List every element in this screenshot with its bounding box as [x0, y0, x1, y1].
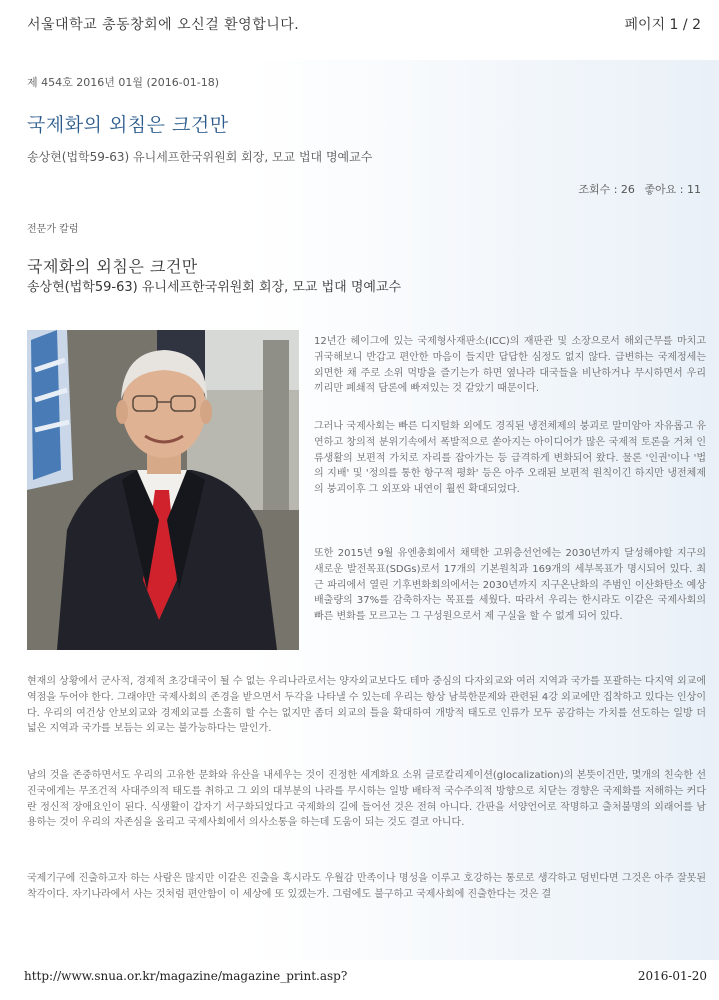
author-photo — [27, 330, 299, 650]
paragraph: 12년간 헤이그에 있는 국제형사재판소(ICC)의 재판관 및 소장으로서 해외근무를 마치고 귀국해보니 반갑고 편안한 마음이 들지만 답답한 심정도 없지 않다. 급변하는 국제정세는 외면한 채 주로 소위 먹방을 즐기는가 하면 옆나라 대국들을 비난하거나 무시하면서 우리끼리만 폐쇄적 담론에 빠져있는 것 같았기 때문이다. — [314, 336, 706, 395]
paragraph: 또한 2015년 9월 유엔총회에서 채택한 고위층선언에는 2030년까지 달성해야할 지구의 새로운 발전목표(SDGs)로서 17개의 기본원칙과 169개의 세부목표가 명시되어 있다. 최근 파리에서 열린 기후변화회의에서는 2030년까지 지구온난화의 주범인 이산화탄소 예상 배출량의 37%를 감축하자는 목표를 세웠다. 따라서 우리는 한시라도 이같은 국제사회의 빠른 변화를 모르고는 그 구성원으로서 제 구실을 할 수 없게 되어 있다. — [314, 548, 706, 623]
paragraph: 그러나 국제사회는 빠른 디지털화 외에도 경직된 냉전체제의 붕괴로 말미암아 자유롭고 유연하고 창의적 분위기속에서 폭발적으로 쏟아지는 아이디어가 많은 국제적 토론을 거쳐 인류생활의 보편적 가치로 자리를 잡아가는 등 급격하게 변화되어 왔다. 물론 '인권'이나 '법의 지배' 및 '정의를 통한 항구적 평화' 등은 아주 오래된 보편적 원칙이긴 하지만 냉전체제의 붕괴이후 그 외포와 내연이 훨씬 확대되었다. — [314, 421, 706, 496]
print-url: http://www.snua.or.kr/magazine/magazine_print.asp? — [24, 969, 348, 983]
like-count: 좋아요 : 11 — [644, 183, 701, 196]
page-indicator: 페이지 1 / 2 — [624, 17, 701, 33]
view-count: 조회수 : 26 — [578, 183, 635, 196]
body-author: 송상현(법학59-63) 유니세프한국위원회 회장, 모교 법대 명예교수 — [27, 280, 402, 295]
paragraph: 국제기구에 진출하고자 하는 사람은 많지만 이같은 진출을 혹시라도 우월감 만족이나 명성을 이루고 호강하는 통로로 생각하고 덤빈다면 그것은 아주 잘못된 착각이다. 자기나라에서 사는 것처럼 편안함이 이 세상에 또 있겠는가. 그럼에도 불구하고 국제사회에 진출한다는 것은 결 — [27, 873, 706, 900]
article-author: 송상현(법학59-63) 유니세프한국위원회 회장, 모교 법대 명예교수 — [27, 150, 373, 164]
body-title: 국제화의 외침은 크건만 — [27, 257, 198, 276]
article-title: 국제화의 외침은 크건만 — [27, 114, 229, 136]
category-label: 전문가 칼럼 — [27, 224, 79, 235]
paragraph: 남의 것을 존중하면서도 우리의 고유한 문화와 유산을 내세우는 것이 진정한 세계화요 소위 글로칼리제이션(glocalization)의 본뜻이건만, 몇개의 친숙한 선진국에게는 무조건적 사대주의적 태도를 취하고 그 외의 대부분의 나라를 무시하는 일방 배타적 국수주의적 방향으로 치닫는 경향은 국제화를 저해하는 커다란 정신적 장애요인이 된다. 식생활이 갑자기 서구화되었다고 국제화의 길에 들어선 것은 전혀 아니다. 간판을 서양언어로 작명하고 출처불명의 외래어를 남용하는 것이 우리의 자존심을 올리고 국제사회에서 의사소통을 하는데 도움이 되는 것도 결코 아니다. — [27, 770, 706, 829]
paragraph: 현재의 상황에서 군사적, 경제적 초강대국이 될 수 없는 우리나라로서는 양자외교보다도 테마 중심의 다자외교와 여러 지역과 국가를 포괄하는 다지역 외교에 역점을 두어야 한다. 그래야만 국제사회의 존경을 받으면서 두각을 나타낼 수 있는데 우리는 항상 남북한문제와 관련된 4강 외교에만 집착하고 있다는 인상이다. 우리의 여건상 안보외교와 경제외교를 소홀히 할 수는 없지만 좀더 외교의 틀을 확대하여 개방적 태도로 인류가 모두 공감하는 가치를 선도하는 일방 더 넓은 지역과 국가를 보듬는 외교는 불가능하다는 말인가. — [27, 676, 706, 735]
print-date: 2016-01-20 — [637, 969, 707, 983]
welcome-header: 서울대학교 총동창회에 오신걸 환영합니다. — [27, 17, 300, 33]
article-stats — [578, 181, 701, 197]
issue-line: 제 454호 2016년 01월 (2016-01-18) — [27, 76, 219, 89]
